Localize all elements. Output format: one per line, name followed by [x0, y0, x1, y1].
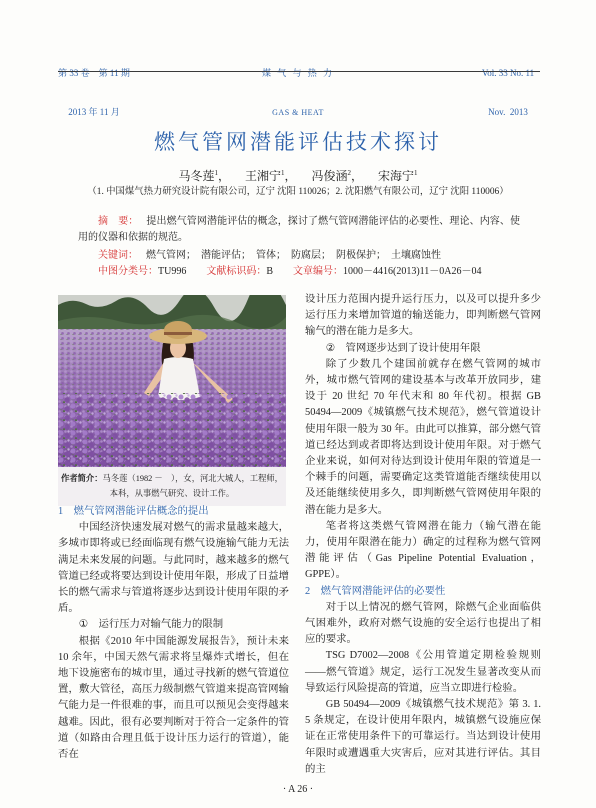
header-date-cn: 2013 年 11 月 — [68, 107, 120, 117]
author-name: 冯俊涵 — [311, 169, 348, 183]
subsection-number: ① — [78, 619, 89, 631]
body-paragraph: 对于以上情况的燃气管网，除燃气企业面临供气困难外，政府对燃气设施的安全运行也提出了相应的要求。 — [305, 601, 541, 646]
abstract-text: 提出燃气管网潜能评估的概念，探讨了燃气管网潜能评估的必要性、理论、内容、使用的仪器和依据的规范。 — [78, 216, 521, 243]
article-number-value: 1000－4416(2013)11－0A26－04 — [343, 266, 482, 277]
author-affiliation-mark: 1 — [214, 169, 218, 177]
doc-code-value: B — [266, 266, 274, 277]
clc-label: 中图分类号： — [98, 266, 158, 277]
section-number: 1 — [58, 506, 64, 517]
abstract-label: 摘 要： — [98, 216, 139, 227]
author-separator: ， — [284, 169, 297, 183]
author-bio-text-1: 马冬莲（1982 － ），女，河北大城人，工程师， — [102, 474, 283, 483]
author-separator: ， — [351, 169, 364, 183]
section-title: 燃气管网潜能评估概念的提出 — [73, 506, 209, 517]
body-paragraph-continued: 设计压力范围内提升运行压力，以及可以提升多少运行压力来增加管道的输送能力，即判断燃气管网输气的潜在能力是多大。 — [305, 294, 541, 338]
section-heading-2 — [305, 584, 541, 600]
author-list — [0, 168, 596, 184]
header-volume-en: Vol. 33 No. 11 — [481, 68, 535, 78]
body-column-left — [58, 504, 289, 763]
author-separator: ， — [217, 169, 230, 183]
section-heading-1 — [58, 504, 289, 520]
author — [178, 169, 230, 183]
author-bio-line-1 — [58, 471, 286, 486]
subsection-number: ② — [325, 342, 336, 354]
section-number: 2 — [305, 585, 311, 597]
subsection-title: 管网逐步达到了设计使用年限 — [345, 342, 481, 354]
doc-code-label: 文献标识码： — [206, 266, 267, 277]
foreground-flowers — [58, 393, 286, 467]
author-name: 马冬莲 — [178, 169, 215, 183]
article-title: 燃气管网潜能评估技术探讨 — [154, 130, 442, 154]
author-affiliation-mark: 1 — [414, 169, 418, 177]
header-date-en: Nov. 2013 — [488, 107, 528, 117]
author-name: 王湘宁 — [244, 169, 281, 183]
author-affiliations: （1. 中国煤气热力研究设计院有限公司，辽宁 沈阳 110026；2. 沈阳燃气有限公司，辽宁 沈阳 110006） — [87, 187, 509, 197]
header-volume-issue: 第 33 卷 第 11 期 — [58, 68, 130, 78]
keywords-label: 关键词： — [98, 250, 138, 261]
body-paragraph: 笔者将这类燃气管网潜在能力（输气潜在能力，使用年限潜在能力）确定的过程称为燃气管网潜能评估（Gas Pipeline Potential Evaluation，GPPE）。 — [305, 520, 541, 581]
author — [378, 169, 418, 183]
keywords-text: 燃气管网； 潜能评估； 管体； 防腐层； 阴极保护； 土壤腐蚀性 — [146, 250, 441, 261]
journal-name-cn: 煤 气 与 热 力 — [261, 68, 334, 78]
page-number: · A 26 · — [282, 784, 314, 795]
body-paragraph: GB 50494—2009《城镇燃气技术规范》第 3. 1. 5 条规定，在设计使用年限内，城镇燃气设施应保证在正常使用条件下的可靠运行。当达到设计使用年限时或遭遇重大灾害后，应对其进行评估。其目的主 — [305, 699, 541, 775]
author — [312, 169, 364, 183]
header-rule — [58, 71, 540, 72]
abstract — [78, 214, 520, 246]
author-name: 宋海宁 — [378, 169, 415, 183]
author-photo — [58, 295, 286, 467]
classification-line — [78, 264, 520, 280]
author-bio-caption — [58, 467, 286, 506]
subsection-heading-2 — [305, 341, 541, 357]
author — [245, 169, 297, 183]
body-paragraph: TSG D7002—2008《公用管道定期检验规则——燃气管道》规定，运行工况发生显著改变从而导致运行风险提高的管道，应当立即进行检验。 — [305, 650, 541, 694]
body-paragraph: 中国经济快速发展对燃气的需求量越来越大，多城市即将或已经面临现有燃气设施输气能力无法满足未来发展的问题。与此同时，越来越多的燃气管道已经或将要达到设计使用年限，形成了日益增长的燃气需求与管道将逐步达到设计使用年限的矛盾。 — [58, 522, 289, 615]
body-paragraph: 根据《2010 年中国能源发展报告》，预计未来 10 余年，中国天然气需求将呈爆炸式增长，但在地下设施密布的城市里，通过寻找新的燃气管道位置，敷大管径，高压力级制燃气管道来提高管网输气能力是一件很难的事，而且可以预见会变得越来越难。因此，很有必要判断对于符合一定条件的管道（如路由合理且低于设计压力运行的管道），能否在 — [58, 635, 289, 761]
subsection-title: 运行压力对输气能力的限制 — [98, 619, 224, 631]
clc-value: TU996 — [158, 266, 187, 277]
author-affiliation-mark: 2 — [347, 169, 352, 177]
keywords — [78, 248, 520, 264]
author-bio-text-2: 本科，从事燃气研究、设计工作。 — [109, 489, 235, 498]
subsection-heading-1 — [58, 617, 289, 633]
section-title: 燃气管网潜能评估的必要性 — [320, 585, 446, 597]
journal-name-en: GAS & HEAT — [272, 108, 324, 117]
article-number-label: 文章编号： — [293, 266, 344, 277]
author-bio-label: 作者简介： — [61, 474, 103, 483]
author-affiliation-mark: 1 — [280, 169, 285, 177]
body-column-right — [305, 292, 541, 778]
body-paragraph: 除了少数几个建国前就存在燃气管网的城市外，城市燃气管网的建设基本与改革开放同步，建设于 20 世纪 70 年代末和 80 年代初。根据 GB 50494—2009《城镇燃气技术规范》，燃气管道设计使用年限一般为 30 年。由此可以推算，部分燃气管道已经达到或者即将达到设计使用年限。对于燃气企业来说，如何对待达到设计使用年限的管道是一个棘手的问题，需要确定这类管道能否继续使用以及还能继续使用多久，即判断燃气管网使用年限的潜在能力是多大。 — [305, 358, 541, 516]
